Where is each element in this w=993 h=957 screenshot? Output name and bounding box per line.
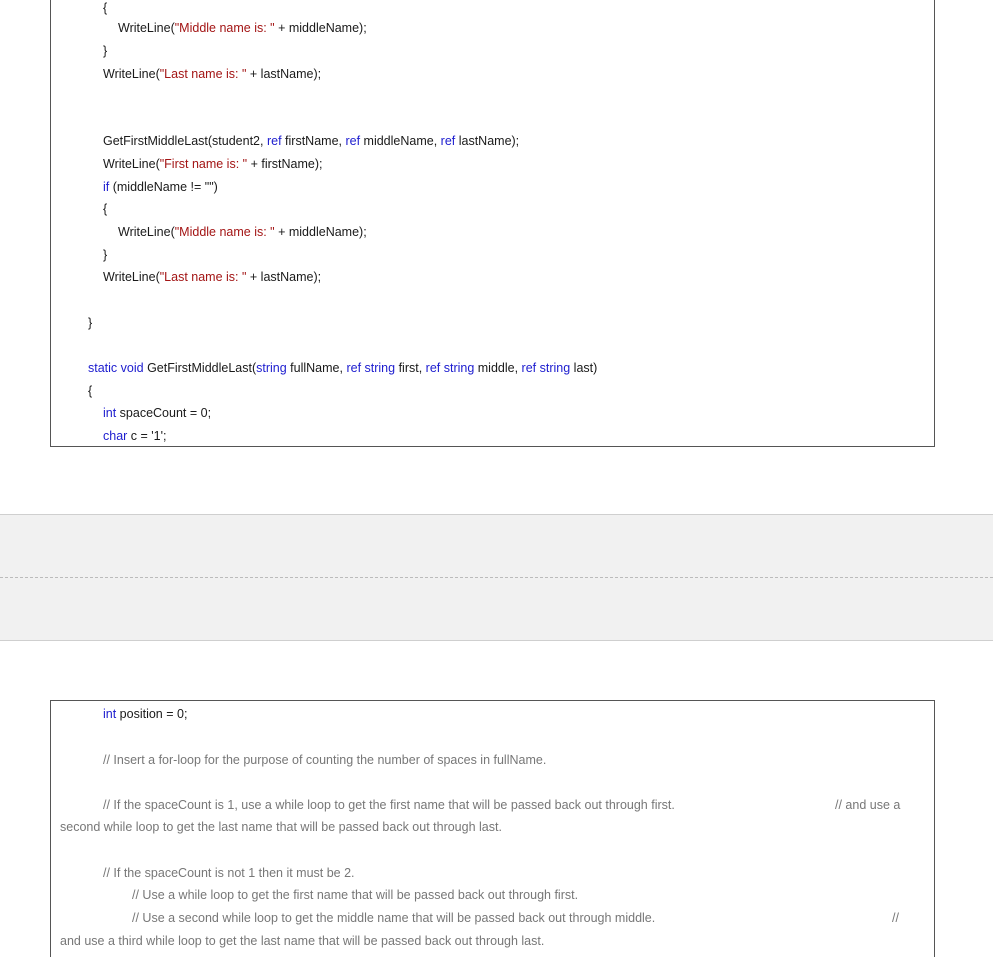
code-line: } — [88, 316, 93, 330]
code-line: { — [103, 202, 108, 216]
code-comment: // If the spaceCount is 1, use a while loop to get the first name that will be passed back out through first. — [103, 798, 675, 812]
code-comment: // If the spaceCount is not 1 then it must be 2. — [103, 866, 355, 880]
code-line: WriteLine("Last name is: " + lastName); — [103, 270, 322, 284]
page-break-band — [0, 514, 993, 641]
code-line: } — [103, 44, 108, 58]
code-line: WriteLine("Middle name is: " + middleName); — [118, 21, 367, 35]
code-line: GetFirstMiddleLast(student2, ref firstName, ref middleName, ref lastName); — [103, 134, 520, 148]
code-line: } — [103, 248, 108, 262]
code-comment: and use a third while loop to get the last name that will be passed back out through last. — [60, 934, 545, 948]
code-line: WriteLine("First name is: " + firstName); — [103, 157, 323, 171]
code-line: { — [103, 1, 108, 15]
code-comment: second while loop to get the last name that will be passed back out through last. — [60, 820, 502, 834]
code-comment: // Use a while loop to get the first name that will be passed back out through first. — [132, 888, 579, 902]
code-line: int position = 0; — [103, 707, 188, 721]
code-block-top — [50, 0, 935, 447]
code-line: static void GetFirstMiddleLast(string fullName, ref string first, ref string middle, ref string last) — [88, 361, 598, 375]
code-line: WriteLine("Last name is: " + lastName); — [103, 67, 322, 81]
code-block-bottom — [50, 700, 935, 957]
code-line: int spaceCount = 0; — [103, 406, 212, 420]
code-comment: // — [892, 911, 899, 925]
page-break-divider — [0, 577, 993, 578]
code-comment: // Insert a for-loop for the purpose of counting the number of spaces in fullName. — [103, 753, 547, 767]
code-comment: // and use a — [835, 798, 901, 812]
code-line: if (middleName != "") — [103, 180, 218, 194]
code-line: char c = '1'; — [103, 429, 167, 443]
code-comment: // Use a second while loop to get the middle name that will be passed back out through middle. — [132, 911, 656, 925]
code-line: { — [88, 384, 93, 398]
code-line: WriteLine("Middle name is: " + middleName); — [118, 225, 367, 239]
